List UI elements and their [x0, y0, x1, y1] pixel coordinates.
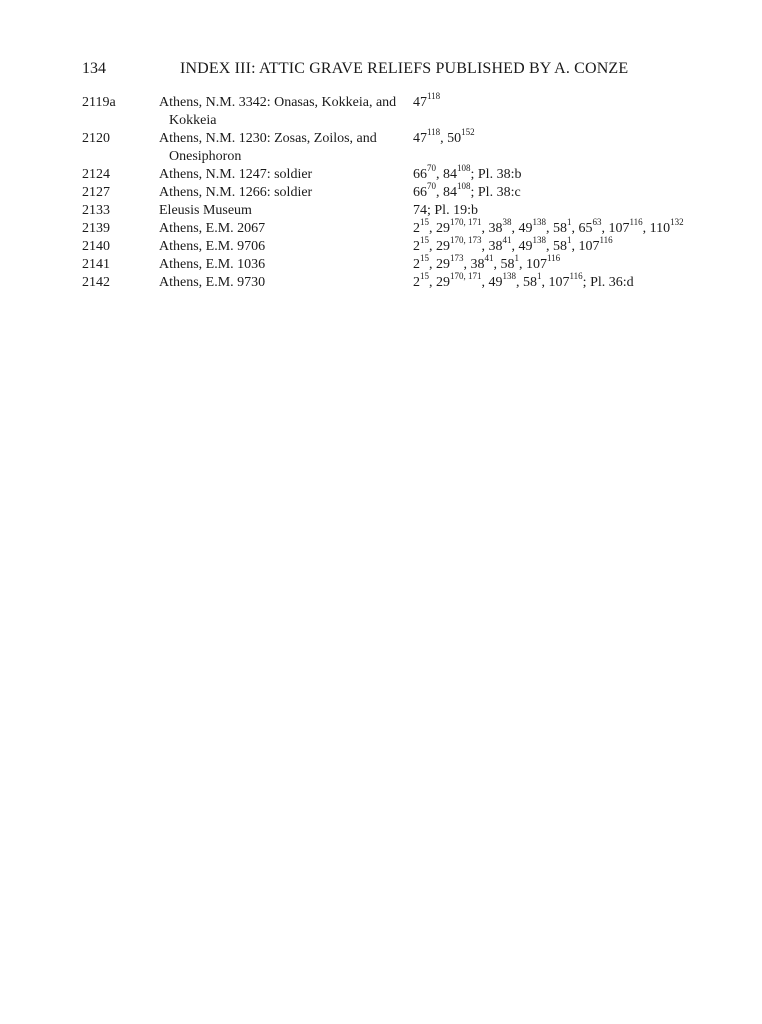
reference-note: 1 [537, 271, 542, 282]
reference-page: 65 [578, 221, 593, 236]
reference-separator: ; [582, 275, 591, 290]
reference-separator: , [429, 257, 436, 272]
entry-references [413, 91, 722, 112]
entry-description: Athens, E.M. 9730 [159, 275, 266, 290]
index-entry [82, 235, 722, 256]
reference-page: 50 [447, 131, 462, 146]
reference-page: 47 [413, 95, 427, 110]
reference-separator: , [481, 239, 489, 254]
reference-separator: , [429, 275, 436, 290]
reference-page: 29 [436, 221, 450, 236]
reference-page: 107 [608, 221, 630, 236]
reference-separator: , [429, 221, 436, 236]
reference-page: Pl. 19:b [434, 203, 478, 218]
entry-number: 2142 [82, 275, 110, 290]
reference-note: 138 [502, 271, 516, 282]
entry-number: 2141 [82, 257, 110, 272]
reference-note: 70 [427, 181, 436, 192]
reference-page: 66 [413, 185, 427, 200]
entry-description: Athens, N.M. 1230: Zosas, Zoilos, and Onesiphoron [159, 131, 377, 164]
page-title: INDEX III: ATTIC GRAVE RELIEFS PUBLISHED BY A. CONZE [180, 60, 629, 77]
reference-note: 118 [427, 91, 441, 102]
entry-description: Athens, N.M. 1247: soldier [159, 167, 313, 182]
reference-note: 138 [532, 217, 546, 228]
entry-description: Eleusis Museum [159, 203, 252, 218]
entry-number: 2140 [82, 239, 110, 254]
reference-note: 38 [502, 217, 512, 228]
reference-separator: , [511, 239, 519, 254]
reference-note: 170, 171 [450, 271, 482, 282]
reference-page: 110 [649, 221, 671, 236]
reference-separator: , [481, 221, 489, 236]
reference-note: 70 [427, 163, 436, 174]
index-entry [82, 127, 722, 166]
entry-number: 2124 [82, 167, 110, 182]
reference-page: 2 [413, 239, 420, 254]
index-entry [82, 271, 722, 292]
reference-note: 15 [420, 217, 429, 228]
reference-page: 47 [413, 131, 427, 146]
reference-note: 116 [569, 271, 583, 282]
reference-separator: , [440, 131, 448, 146]
entry-description: Athens, N.M. 3342: Onasas, Kokkeia, and Kokkeia [159, 95, 397, 128]
reference-separator: , [429, 239, 436, 254]
reference-page: 49 [518, 239, 533, 254]
reference-note: 152 [461, 127, 475, 138]
reference-page: 107 [578, 239, 600, 254]
reference-note: 116 [547, 253, 561, 264]
reference-page: 107 [548, 275, 570, 290]
reference-page: 84 [443, 167, 457, 182]
reference-separator: ; [470, 167, 478, 182]
reference-separator: , [463, 257, 471, 272]
reference-page: 38 [488, 221, 503, 236]
reference-page: Pl. 36:d [590, 275, 634, 290]
reference-note: 132 [670, 217, 684, 228]
reference-page: 74 [413, 203, 427, 218]
entry-description: Athens, E.M. 9706 [159, 239, 266, 254]
entry-number: 2133 [82, 203, 110, 218]
reference-page: Pl. 38:c [477, 185, 521, 200]
reference-page: 84 [443, 185, 457, 200]
entry-description: Athens, E.M. 2067 [159, 221, 266, 236]
index-entry [82, 217, 722, 238]
entry-references [413, 127, 722, 148]
reference-note: 170, 171 [450, 217, 482, 228]
page-number: 134 [82, 60, 106, 77]
reference-separator: , [571, 239, 579, 254]
reference-separator: ; [427, 203, 435, 218]
reference-page: 107 [526, 257, 547, 272]
reference-note: 15 [420, 235, 429, 246]
entry-number: 2120 [82, 131, 110, 146]
reference-separator: , [493, 257, 501, 272]
reference-page: 2 [413, 257, 420, 272]
index-entry [82, 163, 722, 184]
reference-note: 118 [427, 127, 441, 138]
reference-page: 29 [436, 239, 450, 254]
entry-references [413, 271, 722, 292]
index-entry [82, 253, 722, 274]
entry-number: 2119a [82, 95, 116, 110]
reference-page: 58 [553, 221, 567, 236]
reference-separator: , [511, 221, 519, 236]
entry-number: 2139 [82, 221, 110, 236]
reference-note: 108 [457, 181, 471, 192]
entry-description: Athens, E.M. 1036 [159, 257, 266, 272]
reference-page: 58 [553, 239, 567, 254]
reference-note: 170, 173 [450, 235, 482, 246]
reference-note: 116 [629, 217, 643, 228]
reference-page: 66 [413, 167, 427, 182]
reference-separator: , [546, 239, 553, 254]
reference-separator: , [571, 221, 579, 236]
reference-separator: , [519, 257, 526, 272]
reference-note: 1 [567, 235, 572, 246]
reference-page: 2 [413, 275, 420, 290]
reference-note: 138 [532, 235, 546, 246]
reference-separator: , [546, 221, 553, 236]
reference-note: 1 [514, 253, 519, 264]
reference-page: 58 [500, 257, 515, 272]
reference-note: 173 [450, 253, 464, 264]
reference-page: Pl. 38:b [477, 167, 522, 182]
reference-note: 108 [457, 163, 471, 174]
index-entry [82, 202, 722, 220]
index-entry [82, 91, 722, 130]
reference-page: 38 [488, 239, 503, 254]
reference-note: 116 [599, 235, 613, 246]
reference-page: 49 [518, 221, 533, 236]
index-entry [82, 181, 722, 202]
index-table [82, 91, 722, 292]
entry-description: Athens, N.M. 1266: soldier [159, 185, 313, 200]
entry-references [413, 181, 722, 202]
reference-note: 15 [420, 253, 429, 264]
entry-number: 2127 [82, 185, 110, 200]
reference-separator: , [436, 185, 443, 200]
reference-separator: ; [470, 185, 478, 200]
reference-page: 58 [523, 275, 537, 290]
reference-note: 15 [420, 271, 429, 282]
reference-page: 29 [436, 257, 450, 272]
reference-separator: , [516, 275, 523, 290]
reference-separator: , [541, 275, 549, 290]
reference-separator: , [481, 275, 489, 290]
reference-note: 41 [484, 253, 494, 264]
reference-note: 41 [502, 235, 512, 246]
reference-page: 38 [470, 257, 485, 272]
reference-separator: , [642, 221, 650, 236]
reference-page: 49 [488, 275, 503, 290]
page-header [82, 58, 642, 80]
reference-note: 1 [567, 217, 572, 228]
reference-note: 63 [592, 217, 602, 228]
reference-separator: , [436, 167, 443, 182]
reference-separator: , [601, 221, 609, 236]
reference-page: 2 [413, 221, 420, 236]
reference-page: 29 [436, 275, 450, 290]
